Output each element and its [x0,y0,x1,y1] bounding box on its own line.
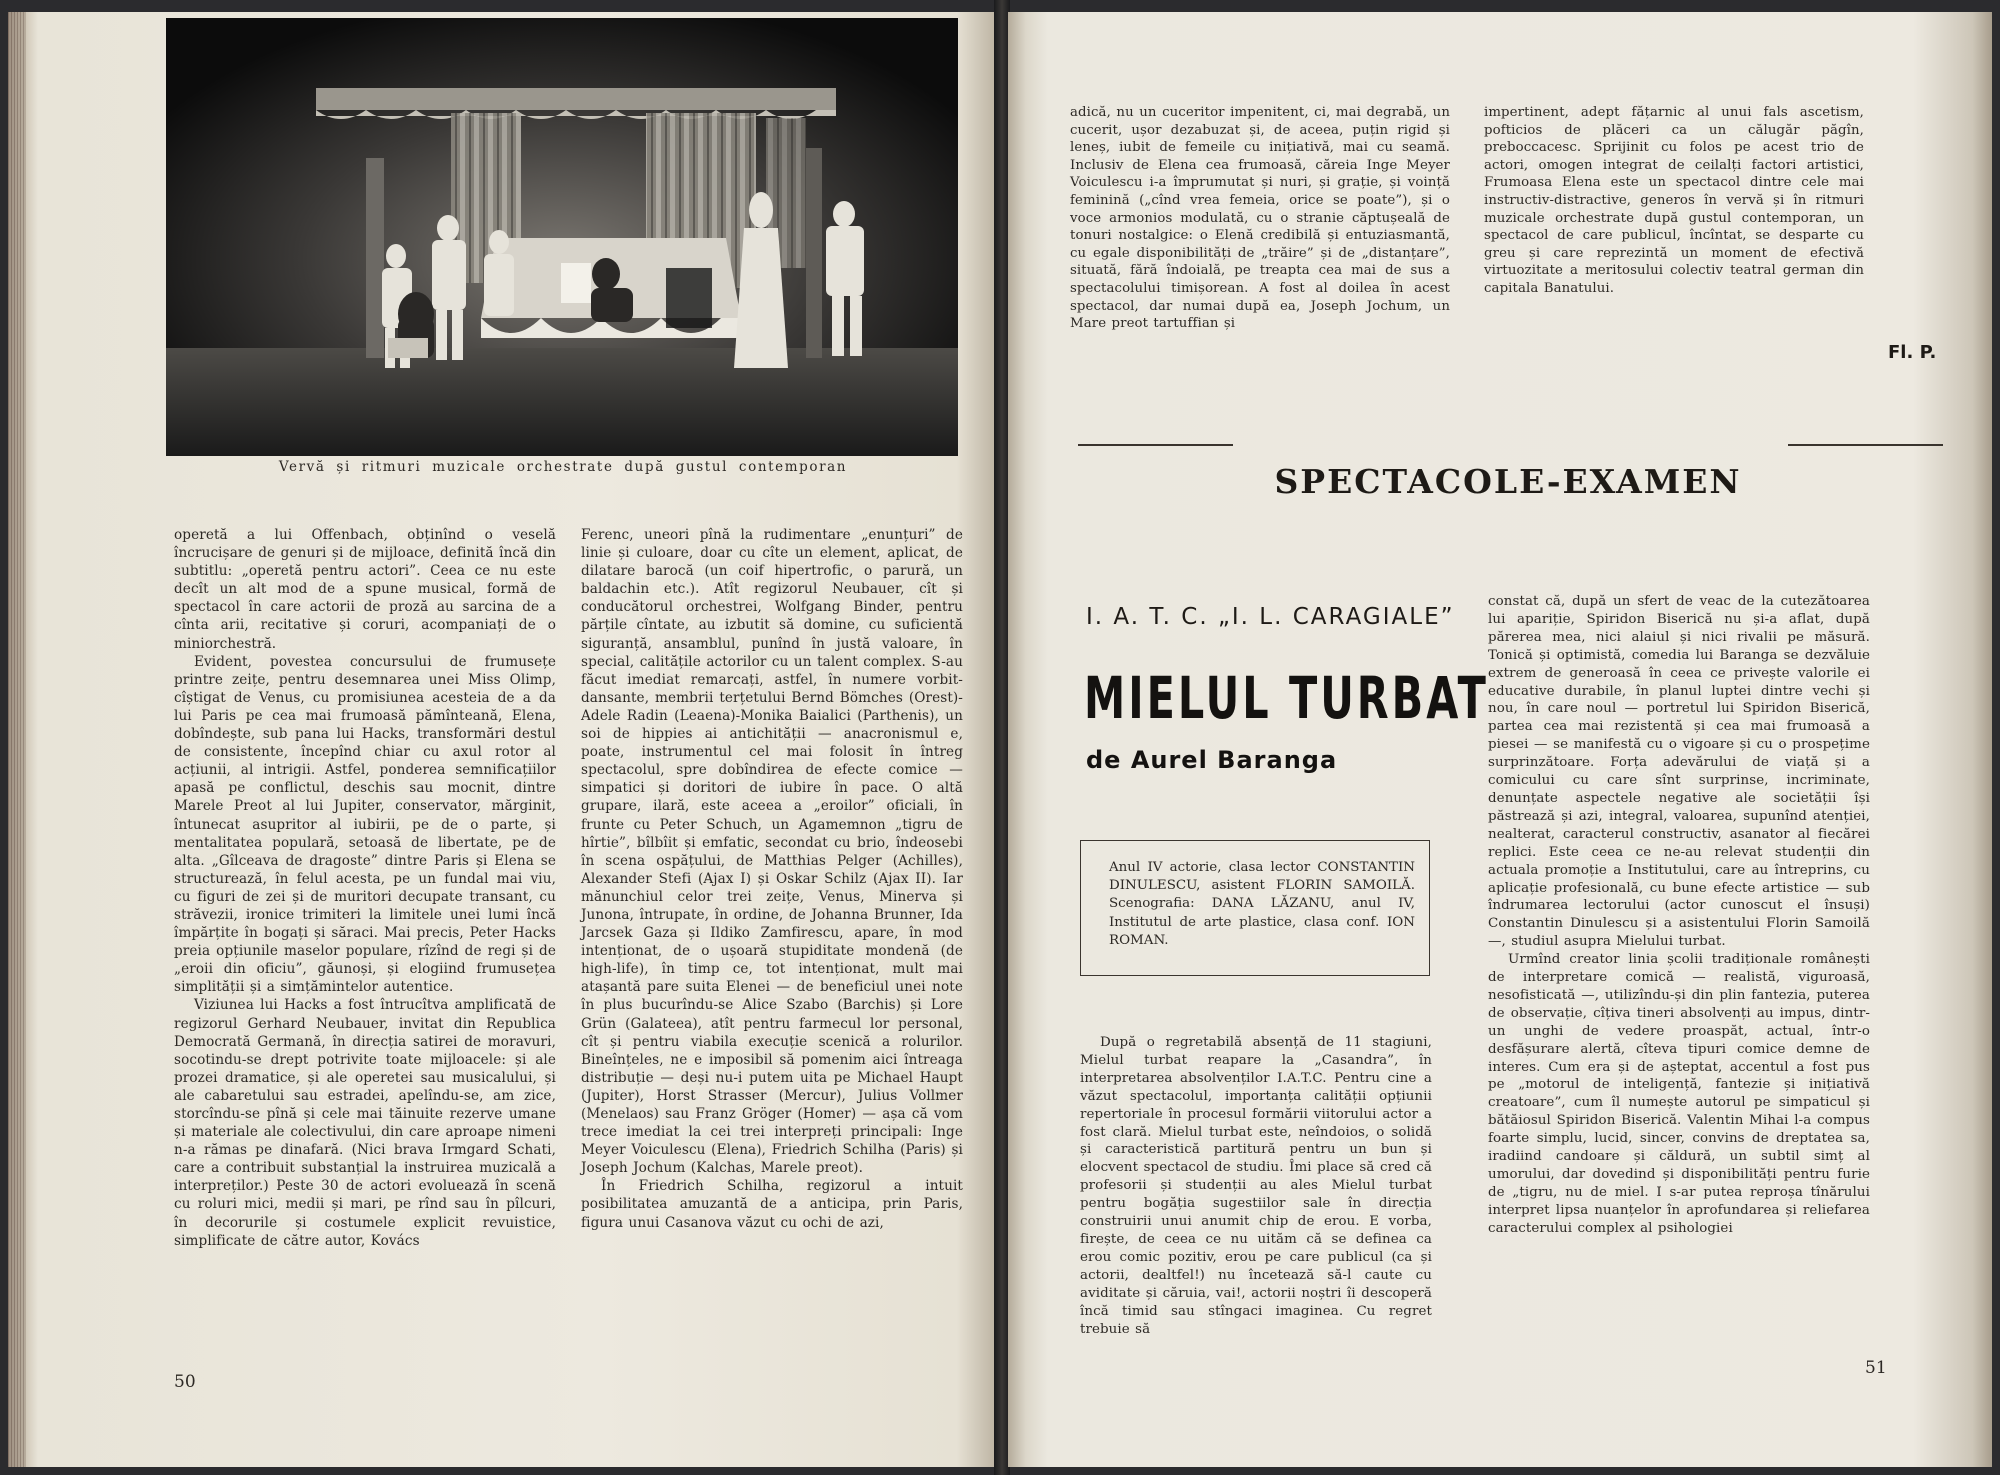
paragraph: Viziunea lui Hacks a fost întrucîtva amplificată de regizorul Gerhard Neubauer, invitat din Republica Democrată Germană, în direcția satirei de moravuri, socotindu-se drept potrivite toate mijloacele: și ale prozei dramatice, și ale operetei sau musicalului, și ale cabaretului sau estradei, apelîndu-se, am zice, storcîndu-se pînă și cele mai tăinuite rezerve umane și materiale ale colectivului, din care aproape nimeni n-a rămas pe dinafară. (Nici brava Irmgard Schati, care a contribuit substanțial la instruirea muzicală a interpreților.) Peste 30 de actori evoluează în scenă cu roluri mici, medii și mari, pe rînd sau în pîlcuri, în decorurile și costumele explicit revuistice, simplificate de către autor, Kovács [174,997,556,1249]
photo-caption: Vervă și ritmuri muzicale orchestrate după gustul contemporan [278,459,848,475]
paragraph: Evident, povestea concursului de frumusețe printre zeițe, pentru desemnarea unei Miss Olimp, cîștigat de Venus, cu promisiunea acesteia de a da lui Paris pe cea mai frumoasă pămînteană, Elena, dobîndește, sub pana lui Hacks, transformări destul de consistente, începînd chiar cu axul rotor al acțiunii, al intrigii. Astfel, ponderea semnificațiilor apasă pe conflictul, deschis sau mocnit, dintre Marele Preot al lui Jupiter, conservator, mărginit, întunecat asupritor al iubirii, pe de o parte, și mentalitatea populară, setoasă de libertate, pe de alta. „Gîlceava de dragoste” dintre Paris și Elena se structurează, în felul acesta, pe un fundal mai viu, cu figuri de zei și de muritori decupate transant, cu străvezii, ironice trimiteri la limitele unei lumi încă împărțite în bogați și săraci. Mai precis, Peter Hacks preia opțiunile maselor populare, rîzînd de regi și de „eroii din oficiu”, găunoși, și elogiind frumusețea simplității și a simțămintelor autentice. [174,653,556,996]
title-rule-right [1788,444,1943,446]
paragraph: operetă a lui Offenbach, obținînd o veselă încrucișare de genuri și de mijloace, definită încă din subtitlu: „operetă pentru actori”. Ceea ce nu este decît un alt mod de a spune musical, formă de spectacol în care actorii de proză au sarcina de a cînta arii, recitative și coruri, acompaniați de o miniorchestră. [174,527,556,652]
paragraph: În Friedrich Schilha, regizorul a intuit posibilitatea amuzantă de a anticipa, prin Paris, figura unui Casanova văzut cu ochi de azi, [581,1178,963,1231]
institute-name: I. A. T. C. „I. L. CARAGIALE” [1086,604,1455,630]
right-lower-column-2 [1488,593,1870,1238]
play-title: MIELUL TURBAT [1084,664,1489,732]
paragraph: Ferenc, uneori pînă la rudimentare „enunțuri” de linie și culoare, doar cu cîte un element, aplicat, de dilatare barocă (un coif hipertrofic, o parură, un baldachin etc.). Atît regizorul Neubauer, cît și conducătorul orchestrei, Wolfgang Binder, pentru părțile cîntate, au izbutit să domine, cu suficientă siguranță, ansamblul, punînd în justă valoare, în special, calitățile actorilor cu un talent complex. S-au făcut imediat remarcați, astfel, în numere vorbit-dansante, membrii terțetului Bernd Bömches (Orest)-Adele Radin (Leaena)-Monika Baialici (Parthenis), un soi de hippies ai antichității — anacronismul e, poate, instrumentul cel mai folosit în întreg spectacolul, spre dobîndirea de efecte comice — simpatici și doritori de iubire în pace. O altă grupare, ilară, este aceea a „eroilor” oficiali, în frunte cu Peter Schuch, un Agamemnon „tigru de hîrtie”, bîlbîit și emfatic, secondat cu brio, îndeosebi în scena ospățului, de Matthias Pelger (Achilles), Alexander Stefi (Ajax I) și Oskar Schilz (Ajax II). Iar mănunchiul celor trei zeițe, Venus, Minerva și Junona, întrupate, în ordine, de Johanna Brunner, Ida Jarcsek Gaza și Ildiko Zamfirescu, apare, în mod intenționat, de o ușoară stupiditate mondenă (de high-life), în timp ce, tot intenționat, mult mai atașantă pare suita Elenei — de beneficiul unei note în plus bucurîndu-se Alice Szabo (Barchis) și Lore Grün (Galateea), atît pentru farmecul lor personal, cît și pentru viabila execuție scenică a rolurilor. Bineînțeles, ne e imposibil să pomenim aici întreaga distribuție — deși nu-i putem uita pe Michael Haupt (Jupiter), Horst Strasser (Mercur), Julius Vollmer (Menelaos) sau Franz Gröger (Homer) — așa că vom trece imediat la cei trei interpreți principali: Inge Meyer Voiculescu (Elena), Friedrich Schilha (Paris) și Joseph Jochum (Kalchas, Marele preot). [581,527,963,1177]
paragraph: adică, nu un cuceritor impenitent, ci, mai degrabă, un cucerit, ușor dezabuzat și, de aceea, puțin rigid și leneș, iubit de femeile cu inițiativă, mai cu seamă. Inclusiv de Elena cea frumoasă, căreia Inge Meyer Voiculescu i-a împrumutat și nuri, și grație, și voință feminină („cînd vrea femeia, orice se poate”), și o voce armonios modulată, cu o stranie căptușeală de tonuri nostalgice: o Elenă credibilă și entuziasmantă, cu egale disponibilități de „trăire” și de „distanțare”, situată, fără îndoială, pe treapta cea mai de sus a spectacolului timișorean. A fost al doilea în acest spectacol, dar numai după ea, Joseph Jochum, un Mare preot tartuffian și [1070,105,1450,332]
right-page [1008,12,1992,1467]
right-top-column-2 [1484,104,1864,298]
section-title: SPECTACOLE-EXAMEN [1274,462,1742,501]
stage-photograph [166,18,958,456]
credits-box [1080,840,1430,976]
article-signature: Fl. P. [1888,342,1937,363]
stage-scene-image [166,18,958,456]
title-rule-left [1078,444,1233,446]
paragraph: Urmînd creator linia școlii tradiționale românești de interpretare comică — realistă, viguroasă, nesofisticată —, utilizîndu-și din plin fantezia, puterea de observație, cîțiva tineri absolvenți au impus, dintr-un unghi de vedere proaspăt, actual, într-o desfășurare alertă, cîteva tipuri comice demne de interes. Cum era și de așteptat, accentul a fost pus pe „motorul de inteligență, fantezie și inițiativă creatoare”, cum îl numește autorul pe simpaticul și bătăiosul Spiridon Biserică. Valentin Mihai l-a compus foarte simplu, lucid, sincer, convins de dreptatea sa, iradiind candoare și căldură, un subtil simț al umorului, dar dovedind și disponibilități pentru furie de „tigru, nu de miel. I s-ar putea reproșa tînărului interpret lipsa nuanțelor în aprofundarea și reliefarea caracterului complex al psihologiei [1488,952,1870,1236]
page-number-right: 51 [1865,1358,1887,1378]
right-top-column-1 [1070,104,1450,333]
left-page [8,12,996,1467]
right-lower-column-1 [1080,1034,1432,1338]
play-author: de Aurel Baranga [1086,746,1338,774]
paragraph: impertinent, adept fățarnic al unui fals ascetism, pofticios de plăceri ca un călugăr păgîn, preboccacesc. Sprijinit cu folos pe acest trio de actori, omogen integrat de ceilalți factori artistici, Frumoasa Elena este un spectacol dintre cele mai instructiv-distractive, generos în vervă și în ritmuri muzicale orchestrate după gustul contemporan, un spectacol de care publicul, încîntat, se desparte cu greu și care reprezintă un moment de efectivă virtuozitate a meritosului colectiv teatral german din capitala Banatului. [1484,105,1864,296]
left-column-2 [581,526,963,1232]
page-number-left: 50 [174,1372,196,1392]
paragraph: constat că, după un sfert de veac de la cutezătoarea lui apariție, Spiridon Biserică nu și-a aflat, după părerea mea, nici alaiul și nici rivalii pe măsură. Tonică și optimistă, comedia lui Baranga se dezvăluie extrem de generoasă în ceea ce privește valorile ei educative durabile, în planul luptei dintre vechi și nou, în care noul — portretul lui Spiridon Biserică, partea cea mai rezistentă și cea mai frumoasă a piesei — se manifestă cu o vigoare și cu o prospețime surprinzătoare. Forța adevărului de viață și a comicului cu care sînt surprinse, incriminate, denunțate aspectele negative ale societății își păstrează și azi, integral, valoarea, supunînd atenției, nealterat, caracterul constructiv, asanator al fiecărei replici. Este ceea ce ne-au relevat studenții din actuala promoție a Institutului, care au întreprins, cu aplicație profesională, cu bune efecte artistice — sub îndrumarea lectorului (actor cunoscut el însuși) Constantin Dinulescu și a asistentului Florin Samoilă —, studiul asupra Mielului turbat. [1488,594,1870,950]
credits-text: Anul IV actorie, clasa lector CONSTANTIN DINULESCU, asistent FLORIN SAMOILĂ. Scenografia: DANA LĂZANU, anul IV, Institutul de arte plastice, clasa conf. ION ROMAN. [1109,860,1415,948]
paragraph: După o regretabilă absență de 11 stagiuni, Mielul turbat reapare la „Casandra”, în interpretarea absolvenților I.A.T.C. Pentru cine a văzut spectacolul, importanța calității opțiunii repertoriale în procesul formării viitorului actor a fost clară. Mielul turbat este, neîndoios, o solidă și caracteristică partitură pentru un bun și elocvent spectacol de studiu. Îmi place să cred că profesorii și studenții au ales Mielul turbat pentru bogăția sugestiilor sale în direcția construirii unui anumit chip de erou. E vorba, firește, de ceea ce nu uităm că se definea ca erou comic pozitiv, erou pe care publicul (ca și actorii, dealtfel!) nu încetează să-l caute cu aviditate și căruia, vai!, actorii noștri îi descoperă încă timid sau stîngaci imaginea. Cu regret trebuie să [1080,1035,1432,1337]
left-column-1 [174,526,556,1250]
page-edges [8,12,26,1467]
